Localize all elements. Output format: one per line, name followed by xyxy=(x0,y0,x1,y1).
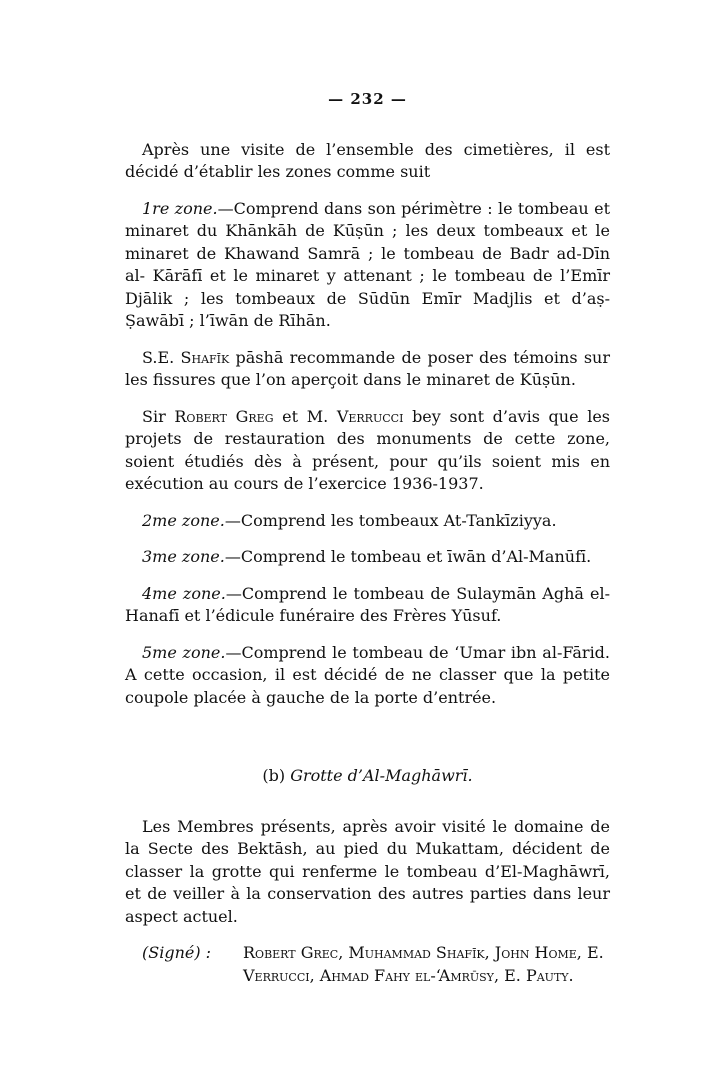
section-b-heading xyxy=(125,765,610,788)
section-b-title: Grotte d’Al-Maghāwrī. xyxy=(290,766,473,785)
signature-label: (Signé) : xyxy=(142,943,212,962)
zone-3-paragraph xyxy=(125,546,610,569)
zone-2-paragraph xyxy=(125,510,610,533)
zone-4-text: —Comprend le tombeau de Sulaymān Aghā el-Hanafī et l’édicule funéraire des Frères Yūsuf. xyxy=(125,583,610,625)
zone-5-text: —Comprend le tombeau de ‘Umar ibn al-Fārid. A cette occasion, il est décidé de ne classer que la petite coupole placée à gauche de la porte d’entrée. xyxy=(125,642,611,707)
zone-5-label: 5me zone. xyxy=(142,642,226,662)
zone-2-label: 2me zone. xyxy=(142,510,225,530)
shafik-prefix: S.E. xyxy=(142,347,181,367)
zone-1-label: 1re zone. xyxy=(142,198,218,218)
zone-5-paragraph xyxy=(125,642,610,710)
shafik-text: pāshā recommande de poser des témoins sur les fissures que l’on aperçoit dans le minaret de Kūṣūn. xyxy=(125,347,610,389)
zone-4-label: 4me zone. xyxy=(142,583,226,603)
page-number: — 232 — xyxy=(328,90,407,108)
verrucci-name: Verrucci xyxy=(336,406,404,426)
intro-paragraph: Après une visite de l’ensemble des cimetières, il est décidé d’établir les zones comme suit xyxy=(125,139,610,181)
section-b-prefix: (b) xyxy=(262,766,291,785)
greg-prefix: Sir xyxy=(142,406,175,426)
signature-names: Robert Grec, Muhammad Shafīk, John Home, E. Verrucci, Ahmad Fahy el-‘Amrūsy, E. Pauty. xyxy=(243,943,604,985)
shafik-paragraph xyxy=(125,347,610,392)
zone-2-text: —Comprend les tombeaux At-Tankīziyya. xyxy=(224,510,557,530)
greg-name: Robert Greg xyxy=(174,406,274,426)
shafik-name: Shafīk xyxy=(180,347,230,367)
zone-4-paragraph xyxy=(125,583,610,628)
greg-paragraph xyxy=(125,406,610,496)
zone-3-text: —Comprend le tombeau et īwān d’Al-Manūfī. xyxy=(224,547,592,566)
zone-1-paragraph xyxy=(125,198,610,333)
page-body xyxy=(125,88,610,987)
zone-3-label: 3me zone. xyxy=(142,547,225,566)
members-paragraph: Les Membres présents, après avoir visité le domaine de la Secte des Bektāsh, au pied du Mukattam, décident de classer la grotte qui renferme le tombeau d’El-Maghāwrī, et de veiller à la conservation des autres parties dans leur aspect actuel. xyxy=(125,816,610,926)
greg-text: bey sont d’avis que les projets de restauration des monuments de cette zone, soient étudiés dès à présent, pour qu’ils soient mis en exécution au cours de l’exercice 1936-1937. xyxy=(125,406,611,493)
signature-block xyxy=(125,942,610,987)
greg-mid: et M. xyxy=(273,406,337,426)
zone-1-text: —Comprend dans son périmètre : le tombeau et minaret du Khānkāh de Kūṣūn ; les deux tombeaux et le minaret de Khawand Samrā ; le tombeau de Badr ad-Dīn al- Kārāfī et le minaret y attenant ; le tombeau de l’Emīr Djālik ; les tombeaux de Sūdūn Emīr Madjlis et d’aṣ-Ṣawābī ; l’īwān de Rīhān. xyxy=(125,198,611,330)
